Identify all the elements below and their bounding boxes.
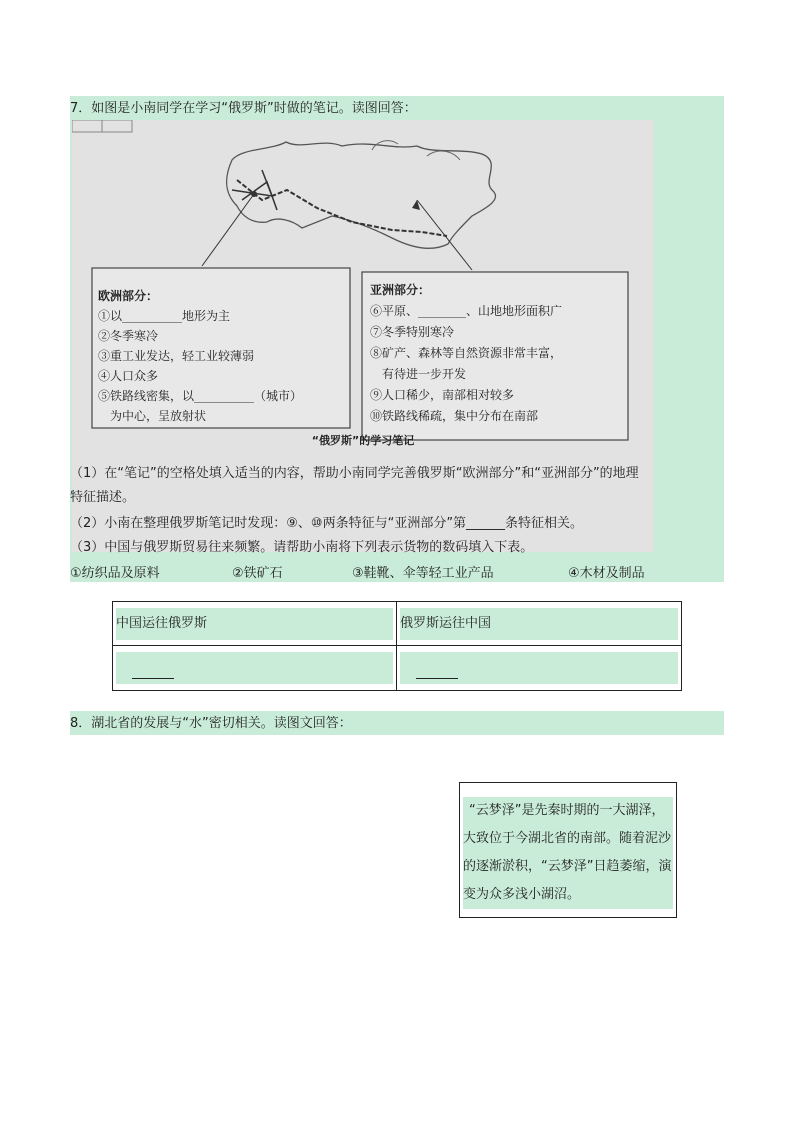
european-part-title: 欧洲部分： <box>98 289 159 303</box>
asian-item-7: ⑦冬季特别寒冷 <box>370 325 455 339</box>
question-7-part-2: （2）小南在整理俄罗斯笔记时发现：⑨、⑩两条特征与“亚洲部分”第______条特征相关。 <box>70 516 584 531</box>
answer-cell-russia-to-china[interactable] <box>397 646 681 690</box>
answer-cell-russia-bg <box>400 652 678 684</box>
goods-item-3: ③鞋靴、伞等轻工业产品 <box>352 566 494 581</box>
goods-item-4: ④木材及制品 <box>568 566 645 581</box>
yunmengze-description: “云梦泽”是先秦时期的一大湖泽，大致位于今湖北省的南部。随着泥沙的逐渐淤积，“云梦泽”日趋萎缩，演变为众多浅小湖沼。 <box>463 797 673 909</box>
question-7-part-1-line-1: （1）在“笔记”的空格处填入适当的内容，帮助小南同学完善俄罗斯“欧洲部分”和“亚洲部分”的地理 <box>70 466 639 481</box>
goods-item-2: ②铁矿石 <box>232 566 283 581</box>
answer-cell-china-to-russia[interactable] <box>113 646 397 690</box>
asian-part-notes <box>370 280 562 427</box>
answer-cell-china-bg <box>116 652 393 684</box>
european-item-1: ①以__________地形为主 <box>98 309 231 323</box>
european-item-4: ④人口众多 <box>98 369 159 383</box>
european-item-2: ②冬季寒冷 <box>98 329 159 343</box>
asian-item-9: ⑨人口稀少，南部相对较多 <box>370 388 515 402</box>
question-8-title: 8．湖北省的发展与“水”密切相关。读图文回答： <box>70 716 352 731</box>
question-7-part-3: （3）中国与俄罗斯贸易往来频繁。请帮助小南将下列表示货物的数码填入下表。 <box>70 540 534 555</box>
asian-item-8: ⑧矿产、森林等自然资源非常丰富， <box>370 346 563 360</box>
yunmengze-text-box <box>459 782 677 918</box>
goods-item-1: ①纺织品及原料 <box>70 566 160 581</box>
question-7-title: 7．如图是小南同学在学习“俄罗斯”时做的笔记。读图回答： <box>70 101 417 116</box>
european-item-3: ③重工业发达，轻工业较薄弱 <box>98 349 255 363</box>
european-item-5-cont: 为中心，呈放射状 <box>110 409 207 423</box>
table-header-russia-to-china <box>397 602 681 646</box>
european-part-notes <box>98 286 302 426</box>
answer-blank-russia-to-china[interactable] <box>416 666 458 679</box>
trade-goods-table <box>112 601 682 691</box>
header-china-to-russia-label: 中国运往俄罗斯 <box>116 608 393 640</box>
question-7-block <box>70 96 724 582</box>
asian-part-title: 亚洲部分： <box>370 283 431 297</box>
answer-blank-china-to-russia[interactable] <box>132 666 174 679</box>
table-header-china-to-russia <box>113 602 397 646</box>
asian-item-6: ⑥平原、________、山地地形面积广 <box>370 304 563 318</box>
question-7-part-1-line-2: 特征描述。 <box>70 490 136 505</box>
russia-study-notes-photo <box>72 120 654 552</box>
asian-item-10: ⑩铁路线稀疏，集中分布在南部 <box>370 409 539 423</box>
european-item-5: ⑤铁路线密集，以__________（城市） <box>98 389 303 403</box>
question-8-bar <box>70 711 724 735</box>
notes-caption: “俄罗斯”的学习笔记 <box>311 434 415 447</box>
header-russia-to-china-label: 俄罗斯运往中国 <box>400 608 678 640</box>
asian-item-8-cont: 有待进一步开发 <box>382 367 467 381</box>
